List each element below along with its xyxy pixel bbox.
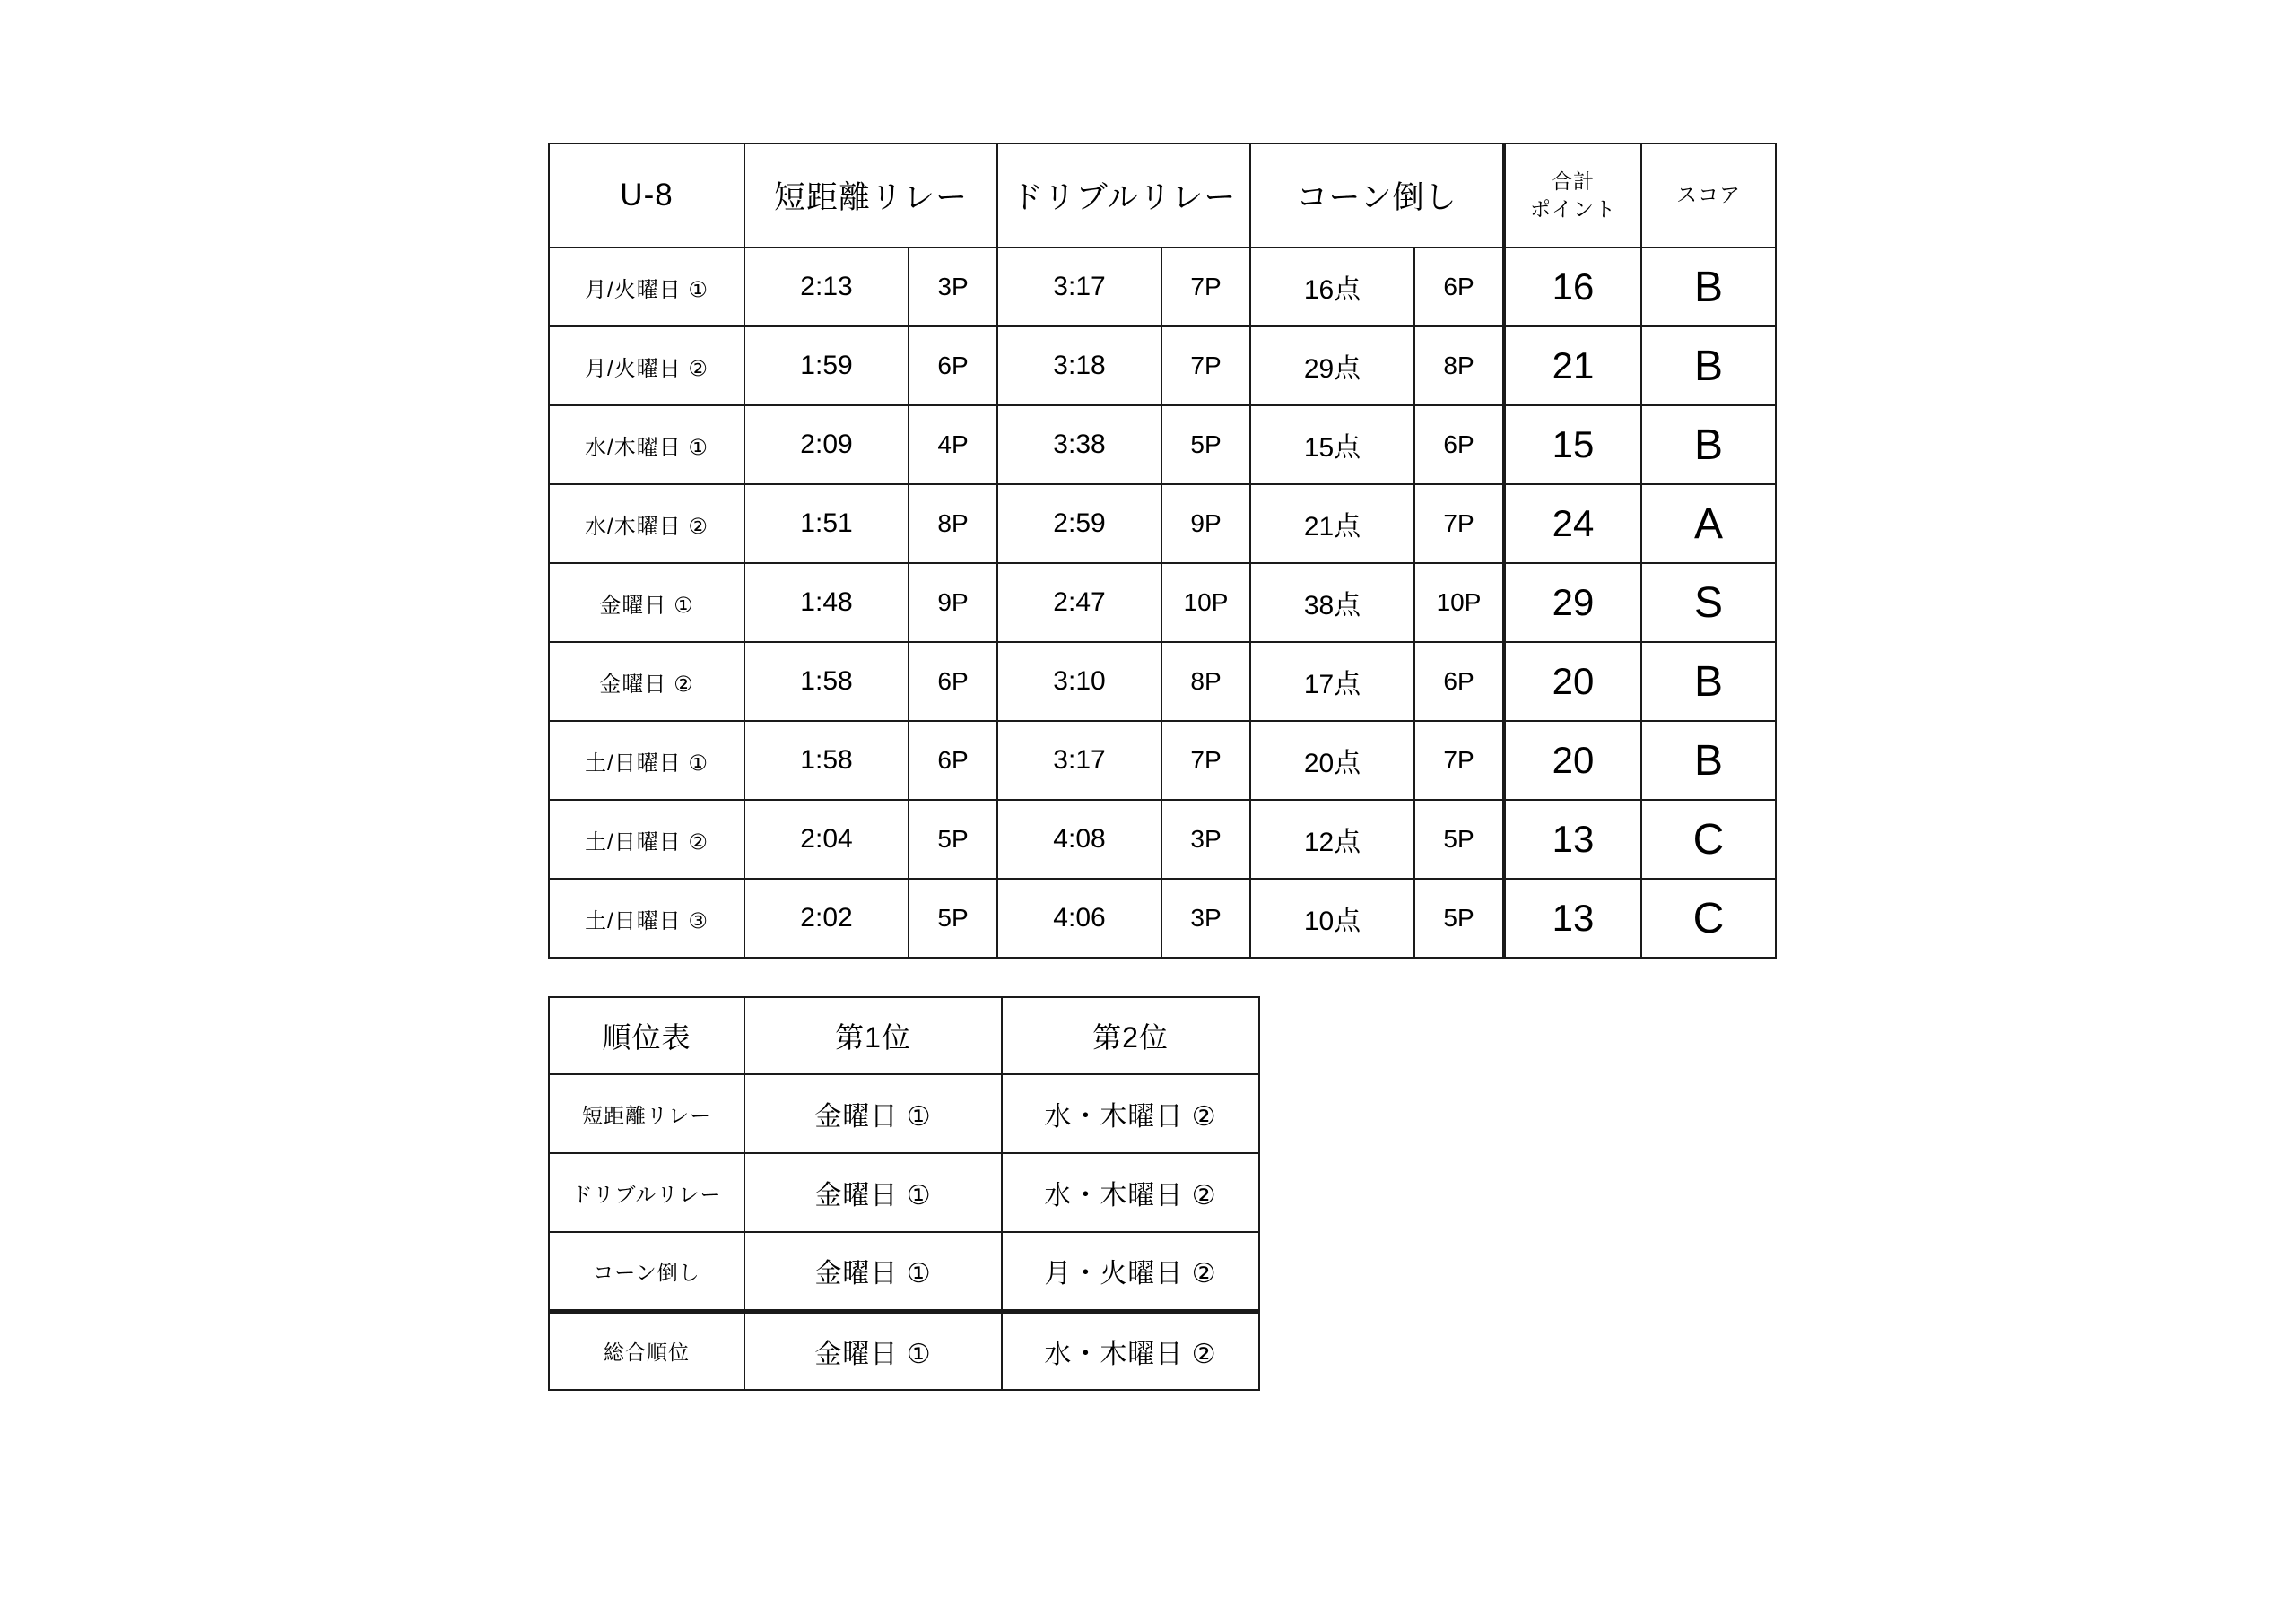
row-label: 水/木曜日 ① xyxy=(549,405,744,484)
cell-event1-time: 1:58 xyxy=(744,721,909,800)
cell-event3-points: 6P xyxy=(1414,247,1504,326)
ranking-first-place: 金曜日 ① xyxy=(744,1153,1002,1232)
cell-event2-points: 7P xyxy=(1161,247,1250,326)
ranking-second-place: 月・火曜日 ② xyxy=(1002,1232,1259,1311)
header-score: スコア xyxy=(1641,143,1776,247)
cell-event2-time: 4:06 xyxy=(997,879,1161,958)
table-row xyxy=(549,800,1776,879)
cell-total-points: 13 xyxy=(1504,800,1641,879)
cell-event3-value: 10点 xyxy=(1250,879,1414,958)
cell-total-points: 13 xyxy=(1504,879,1641,958)
cell-event2-time: 3:17 xyxy=(997,247,1161,326)
ranking-row xyxy=(549,1232,1259,1311)
cell-event3-points: 6P xyxy=(1414,642,1504,721)
table-row xyxy=(549,247,1776,326)
ranking-first-place: 金曜日 ① xyxy=(744,1074,1002,1153)
cell-event3-points: 10P xyxy=(1414,563,1504,642)
cell-total-points: 15 xyxy=(1504,405,1641,484)
cell-event3-value: 15点 xyxy=(1250,405,1414,484)
cell-event3-value: 38点 xyxy=(1250,563,1414,642)
cell-event1-points: 8P xyxy=(909,484,997,563)
cell-event1-time: 2:13 xyxy=(744,247,909,326)
cell-event2-time: 3:18 xyxy=(997,326,1161,405)
cell-event1-points: 3P xyxy=(909,247,997,326)
cell-event1-points: 5P xyxy=(909,800,997,879)
results-table-body xyxy=(549,247,1776,958)
header-total-line1: 合計 xyxy=(1552,169,1595,193)
cell-total-points: 21 xyxy=(1504,326,1641,405)
cell-total-points: 20 xyxy=(1504,642,1641,721)
ranking-row-label: 総合順位 xyxy=(549,1311,744,1390)
ranking-first-place: 金曜日 ① xyxy=(744,1311,1002,1390)
cell-event1-points: 5P xyxy=(909,879,997,958)
cell-event2-time: 3:10 xyxy=(997,642,1161,721)
ranking-header-row xyxy=(549,997,1259,1074)
cell-event3-value: 16点 xyxy=(1250,247,1414,326)
cell-total-points: 24 xyxy=(1504,484,1641,563)
cell-event1-time: 1:48 xyxy=(744,563,909,642)
cell-event1-time: 1:58 xyxy=(744,642,909,721)
cell-event2-points: 3P xyxy=(1161,879,1250,958)
table-row xyxy=(549,405,1776,484)
row-label: 金曜日 ② xyxy=(549,642,744,721)
header-event-3: コーン倒し xyxy=(1250,143,1504,247)
cell-score: B xyxy=(1641,326,1776,405)
table-row xyxy=(549,642,1776,721)
cell-total-points: 20 xyxy=(1504,721,1641,800)
cell-total-points: 29 xyxy=(1504,563,1641,642)
row-label: 金曜日 ① xyxy=(549,563,744,642)
cell-event3-value: 12点 xyxy=(1250,800,1414,879)
table-header-row xyxy=(549,143,1776,247)
ranking-first-place: 金曜日 ① xyxy=(744,1232,1002,1311)
cell-event2-points: 5P xyxy=(1161,405,1250,484)
ranking-row-label: コーン倒し xyxy=(549,1232,744,1311)
cell-score: C xyxy=(1641,879,1776,958)
cell-event2-points: 7P xyxy=(1161,326,1250,405)
row-label: 土/日曜日 ③ xyxy=(549,879,744,958)
ranking-row-label: ドリブルリレー xyxy=(549,1153,744,1232)
cell-event1-time: 1:59 xyxy=(744,326,909,405)
ranking-header-second: 第2位 xyxy=(1002,997,1259,1074)
cell-event1-points: 6P xyxy=(909,721,997,800)
ranking-row-overall xyxy=(549,1311,1259,1390)
cell-event2-time: 2:59 xyxy=(997,484,1161,563)
cell-score: B xyxy=(1641,405,1776,484)
ranking-table-header xyxy=(549,997,1259,1074)
cell-event1-points: 6P xyxy=(909,642,997,721)
table-row xyxy=(549,563,1776,642)
cell-event3-value: 21点 xyxy=(1250,484,1414,563)
ranking-row xyxy=(549,1153,1259,1232)
cell-event3-points: 7P xyxy=(1414,484,1504,563)
ranking-second-place: 水・木曜日 ② xyxy=(1002,1311,1259,1390)
cell-score: A xyxy=(1641,484,1776,563)
cell-event2-points: 8P xyxy=(1161,642,1250,721)
header-event-1: 短距離リレー xyxy=(744,143,997,247)
header-event-2: ドリブルリレー xyxy=(997,143,1250,247)
table-row xyxy=(549,326,1776,405)
cell-total-points: 16 xyxy=(1504,247,1641,326)
cell-event3-value: 29点 xyxy=(1250,326,1414,405)
ranking-table xyxy=(548,996,1260,1391)
header-total-line2: ポイント xyxy=(1530,197,1616,221)
cell-event3-points: 6P xyxy=(1414,405,1504,484)
row-label: 水/木曜日 ② xyxy=(549,484,744,563)
cell-score: B xyxy=(1641,721,1776,800)
row-label: 土/日曜日 ① xyxy=(549,721,744,800)
table-row xyxy=(549,721,1776,800)
table-row xyxy=(549,879,1776,958)
header-total-points xyxy=(1504,143,1641,247)
header-group: U-8 xyxy=(549,143,744,247)
cell-event2-points: 7P xyxy=(1161,721,1250,800)
ranking-title: 順位表 xyxy=(549,997,744,1074)
cell-event3-points: 5P xyxy=(1414,800,1504,879)
ranking-row-label: 短距離リレー xyxy=(549,1074,744,1153)
ranking-table-body xyxy=(549,1074,1259,1390)
ranking-second-place: 水・木曜日 ② xyxy=(1002,1153,1259,1232)
cell-event2-time: 2:47 xyxy=(997,563,1161,642)
cell-event1-time: 2:02 xyxy=(744,879,909,958)
results-table xyxy=(548,143,1777,959)
cell-event1-points: 6P xyxy=(909,326,997,405)
results-table-header xyxy=(549,143,1776,247)
cell-event2-points: 9P xyxy=(1161,484,1250,563)
row-label: 土/日曜日 ② xyxy=(549,800,744,879)
cell-event1-time: 2:04 xyxy=(744,800,909,879)
cell-score: B xyxy=(1641,247,1776,326)
cell-score: S xyxy=(1641,563,1776,642)
table-row xyxy=(549,484,1776,563)
row-label: 月/火曜日 ② xyxy=(549,326,744,405)
cell-score: C xyxy=(1641,800,1776,879)
cell-event1-time: 2:09 xyxy=(744,405,909,484)
cell-event3-points: 8P xyxy=(1414,326,1504,405)
row-label: 月/火曜日 ① xyxy=(549,247,744,326)
cell-event2-time: 4:08 xyxy=(997,800,1161,879)
cell-event2-points: 3P xyxy=(1161,800,1250,879)
cell-event1-points: 9P xyxy=(909,563,997,642)
ranking-header-first: 第1位 xyxy=(744,997,1002,1074)
cell-score: B xyxy=(1641,642,1776,721)
cell-event2-time: 3:17 xyxy=(997,721,1161,800)
cell-event1-time: 1:51 xyxy=(744,484,909,563)
cell-event2-time: 3:38 xyxy=(997,405,1161,484)
ranking-row xyxy=(549,1074,1259,1153)
cell-event3-points: 7P xyxy=(1414,721,1504,800)
cell-event2-points: 10P xyxy=(1161,563,1250,642)
cell-event1-points: 4P xyxy=(909,405,997,484)
cell-event3-value: 20点 xyxy=(1250,721,1414,800)
cell-event3-value: 17点 xyxy=(1250,642,1414,721)
ranking-second-place: 水・木曜日 ② xyxy=(1002,1074,1259,1153)
cell-event3-points: 5P xyxy=(1414,879,1504,958)
